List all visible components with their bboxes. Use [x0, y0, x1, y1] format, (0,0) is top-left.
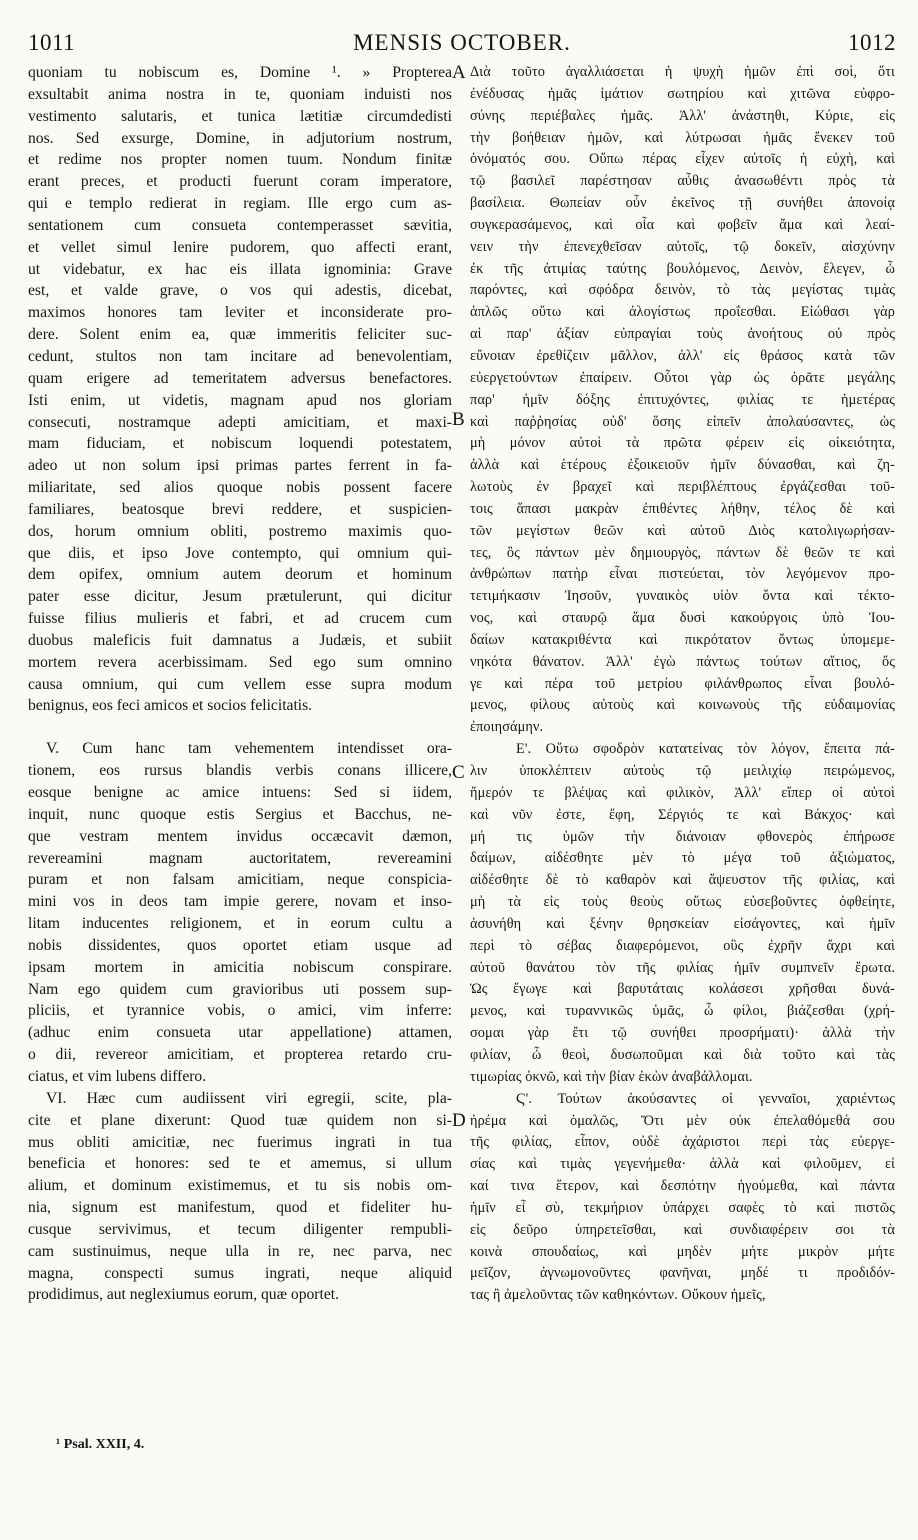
greek-line: εὐεργετούντων ἐπαίρειν. Οὗτοι γὰρ ὡς ὁρᾶτε μεγάλης: [470, 369, 895, 386]
greek-line: περὶ τὸ σέβας διαφερόμενοι, οὓς ἐχρῆν ἄχρι καὶ: [470, 937, 895, 954]
greek-line: αὐτοῦ θανάτου τὸν τῆς φιλίας ἡμῖν συμπνεῖν ἔρωτα.: [470, 959, 895, 976]
greek-line: μεῖζον, ἀγνωμονοῦντες φανῆναι, μηδέ τι προδιδόν-: [470, 1265, 895, 1282]
greek-line: σύνης περιέβαλες ἡμᾶς. Ἀλλ' ἀνάστηθι, Κύριε, εἰς: [470, 107, 895, 124]
greek-column: [470, 62, 895, 1307]
greek-line: τῷ βασιλεῖ παρέστησαν αὖθις ἀνασωθέντι πρὸς τὰ: [470, 173, 895, 190]
greek-line: Διὰ τοῦτο ἀγαλλιάσεται ἡ ψυχὴ ἡμῶν ἐπὶ σοὶ, ὅτι: [470, 64, 895, 80]
greek-line: μὴ μόνον αὐτοὶ τὰ πρῶτα φέρειν εἰς οἰκειότητα,: [470, 435, 895, 452]
latin-line: exsultabit anima nostra in te, quoniam induisti nos: [28, 85, 452, 103]
latin-line: nobis dissidentes, quos oportet etiam usque ad: [28, 936, 452, 954]
page-header: [28, 30, 896, 60]
latin-line: causa omnium, qui cum vellem esse supra modum: [28, 675, 452, 693]
latin-line: litam inducentes religionem, et in eorum cultu a: [28, 915, 452, 933]
greek-line: ἁπλῶς οὕτω καὶ ἀλογίστως προΐεσθαι. Εἰώθασι γὰρ: [470, 304, 895, 321]
latin-line: que vestram mentem invidus occæcavit dæmon,: [28, 827, 452, 845]
margin-marker-d: D: [452, 1110, 466, 1131]
greek-line: Ϛ'. Τούτων ἀκούσαντες οἱ γενναῖοι, χαριέντως: [516, 1090, 895, 1107]
greek-line: μενος, φίλους αὐτοὺς καὶ κοινωνοὺς τῆς εὐδαιμονίας: [470, 697, 895, 714]
latin-line: pliciis, et tyrannice vobis, o amici, vim inferre:: [28, 1002, 452, 1020]
latin-line: fuisse filius mulieris et fabri, et ad crucem cum: [28, 610, 452, 628]
latin-line: maximos honores tam leviter et inconsiderate pro-: [28, 304, 452, 322]
greek-line: γε καὶ πέρα τοῦ μετρίου φιλάνθρωπος εἶναι βουλό-: [470, 675, 895, 692]
latin-line: alium, et dominum existimemus, et tu sis nobis om-: [28, 1177, 452, 1195]
latin-line: quoniam tu nobiscum es, Domine ¹. » Propterea: [28, 64, 452, 81]
greek-line: σομαι γὰρ ἔτι τῷ συνήθει προσρήματι)· ἀλλὰ τὴν: [470, 1025, 895, 1042]
greek-line: παρόντες, καὶ σφόδρα δεινὸν, τὸ τὰς μεγίστας τιμὰς: [470, 282, 895, 299]
latin-line: que diis, et ipso Jove contempto, qui omnium qui-: [28, 544, 452, 562]
latin-line: quam erigere ad temeritatem adversus benefactores.: [28, 369, 452, 387]
latin-line: nia, signum est manifestum, quod et fideliter hu-: [28, 1199, 452, 1217]
greek-line: λωτοὺς ἐν βραχεῖ καὶ περιβλέπτους ἐργάζεσθαι τοῦ-: [470, 479, 895, 496]
greek-line: τας ἢ ἀμελοῦντας τῶν καθηκόντων. Οὔκουν ἡμεῖς,: [470, 1287, 766, 1304]
greek-line: νος, καὶ σταυρῷ ἅμα δυσὶ κακούργοις ὑπὸ Ἰου-: [470, 610, 895, 627]
greek-line: εὔνοιαν ἐρεθίζειν μᾶλλον, ἀλλ' εἰς θράσος κατὰ τῶν: [470, 347, 895, 364]
greek-line: τῆς φιλίας, εἶπον, οὐδὲ ἀχάριστοι περὶ τὰς εὐεργε-: [470, 1134, 895, 1151]
greek-line: καὶ παῤῥησίας οὐδ' ὅσης εἰπεῖν ἀπολαύσαντες, ὡς: [470, 413, 895, 430]
greek-line: μή τις ὑμῶν τὴν διάνοιαν φθονερὸς ἐπήρωσε: [470, 828, 895, 845]
greek-line: ἐνέδυσας ἡμᾶς ἱμάτιον σωτηρίου καὶ χιτῶνα εὐφρο-: [470, 85, 895, 102]
greek-line: λιν ὑποκλέπτειν αὐτοὺς τῷ μειλιχίῳ πειρώμενος,: [470, 763, 895, 779]
greek-line: ἀλλὰ καὶ ἑτέρους ἐξοικειοῦν ἡμῖν δύνασθαι, καὶ ζη-: [470, 457, 895, 474]
latin-line: sentationem cum consueta contemperasset sævitia,: [28, 216, 452, 234]
latin-line: beneficia et honores: sed te et amemus, si ullum: [28, 1155, 452, 1173]
greek-line: τες, ὃς πάντων μὲν δημιουργὸς, πάντων δὲ θεῶν τε καὶ: [470, 544, 895, 561]
greek-line: ἀσυνήθη καὶ ξένην θρησκείαν εἰσάγοντες, καὶ ἡμῖν: [470, 915, 895, 932]
latin-line: consecuti, nostramque adepti amicitiam, et maxi-: [28, 413, 452, 431]
greek-line: ἐποιησάμην.: [470, 719, 544, 736]
greek-line: ἠρέμα καὶ ὁμαλῶς, Ὅτι μὲν οὐκ ἐπελαθόμεθά σου: [470, 1112, 895, 1129]
latin-line: mortem revera acerbissimam. Sed ego sum omnino: [28, 653, 452, 671]
greek-line: Ε'. Οὕτω σφοδρὸν κατατείνας τὸν λόγον, ἔπειτα πά-: [516, 741, 895, 758]
margin-marker-b: B: [452, 409, 465, 430]
latin-line: dem opifex, omnium autem deorum et hominum: [28, 566, 452, 584]
greek-line: παρ' ἡμῖν δόξης ἐπιτυχόντες, φιλίας τε ἡμετέρας: [470, 391, 895, 408]
greek-line: κοινὰ σπουδαίως, καὶ μηδὲν μήτε μικρὸν μήτε: [470, 1243, 895, 1260]
latin-line: ut videbatur, ex hac eis illata ignominia: Grave: [28, 260, 452, 278]
margin-marker-c: C: [452, 762, 465, 783]
latin-line: benignus, eos feci amicos et socios felicitatis.: [28, 697, 313, 715]
greek-line: Ὡς ἔγωγε καὶ βαρυτάταις κολάσεσι χρῆσθαι δυνά-: [470, 981, 895, 998]
latin-line: Isti enim, ut videtis, magnam apud nos gloriam: [28, 391, 452, 409]
latin-line: mam fiduciam, et nobiscum loquendi potestatem,: [28, 435, 452, 453]
greek-line: συγκερασάμενος, καὶ οἷα καὶ φοβεῖν ἅμα καὶ λεαί-: [470, 216, 895, 233]
latin-line: cite et plane dixerunt: Quod tuæ quidem non si-: [28, 1111, 452, 1129]
greek-line: μενος, καὶ τυραννικῶς ὑμᾶς, ὦ φίλοι, βιάζεσθαι (χρή-: [470, 1003, 895, 1020]
latin-line: VI. Hæc cum audiissent viri egregii, scite, pla-: [46, 1089, 452, 1107]
greek-line: τῶν μεγίστων θεῶν καὶ αὐτοῦ Διὸς κατολιγωρήσαν-: [470, 522, 895, 539]
latin-column: [28, 62, 452, 1306]
latin-line: familiares, beatosque brevi reddere, et suspicien-: [28, 500, 452, 518]
footnote: ¹ Psal. XXII, 4.: [56, 1437, 145, 1452]
latin-line: magna, conspecti sumus ingrati, neque aliquid: [28, 1264, 452, 1282]
greek-line: καὶ νῦν ἐστε, ἔφη, Σέργιός τε καὶ Βάκχος· καὶ: [470, 806, 895, 823]
greek-line: αἰδέσθητε δὲ τὸ καθαρὸν καὶ ἄψευστον τῆς φιλίας, καὶ: [470, 872, 895, 889]
greek-line: εἰς δεῦρο ὑπηρετεῖσθαι, καὶ συνδιαφέρειν σοι τὰ: [470, 1221, 895, 1238]
latin-line: adeo ut non solum ipsi primas partes ferrent in fa-: [28, 457, 452, 475]
latin-line: et vellet simul lenire pudorem, quo affecti erant,: [28, 238, 452, 256]
latin-line: est, et valde grave, o vos qui adestis, dicebat,: [28, 282, 452, 300]
latin-line: dos, horum omnium obliti, postremo maximis quo-: [28, 522, 452, 540]
latin-line: eosque benigne ac amice intuens: Sed si iidem,: [28, 784, 452, 801]
latin-line: duobus maleficis fuit damnatus a Judæis, et subiit: [28, 631, 452, 649]
latin-line: (adhuc enim consueta utar appellatione) attamen,: [28, 1024, 452, 1042]
latin-line: puram et non falsam amicitiam, neque conspicia-: [28, 871, 452, 889]
latin-line: cedunt, stultos non tam incitare ad benevolentiam,: [28, 347, 452, 365]
latin-line: dere. Solent enim ea, quæ immeritis feliciter suc-: [28, 326, 452, 344]
latin-line: V. Cum hanc tam vehementem intendisset ora-: [46, 740, 452, 758]
greek-line: τὴν βοήθειαν ἡμῶν, καὶ λύτρωσαι ἡμᾶς ἕνεκεν τοῦ: [470, 129, 895, 146]
latin-line: vestimento salutaris, et tunica lætitiæ circumdedisti: [28, 107, 452, 125]
greek-line: νειν τὴν ἐπενεχθεῖσαν αὐτοῖς, τῷ δοκεῖν, αἰσχύνην: [470, 238, 895, 255]
latin-line: ciatus, et vim lubens differo.: [28, 1067, 207, 1085]
greek-line: σίας καὶ τιμὰς γεγενήμεθα· ἀλλὰ καὶ φιλοῦμεν, εἰ: [470, 1156, 895, 1173]
latin-line: tionem, eos rursus blandis verbis conans illicere,: [28, 762, 452, 780]
latin-line: inquit, nunc quoque estis Sergius et Bacchus, ne-: [28, 805, 452, 823]
running-title: MENSIS OCTOBER.: [353, 30, 571, 55]
latin-line: prodidimus, aut neglexiumus eorum, quæ oportet.: [28, 1286, 339, 1304]
latin-line: cusque servivimus, et tecum diligenter rempubli-: [28, 1220, 452, 1238]
greek-line: αἱ παρ' ἀξίαν εὐπραγίαι τοὺς ἀνοήτους οὐ πρὸς: [470, 326, 895, 343]
page-number-left: 1011: [28, 30, 76, 55]
latin-line: mus obliti amicitiæ, nec fuerimus ingrati in tua: [28, 1133, 452, 1151]
greek-line: νηκότα θάνατον. Ἀλλ' ἐγὼ πάντως τούτων αἴτιος, ὅς: [470, 653, 895, 670]
greek-line: βασίλεια. Θωπείαν οὖν ἐκεῖνος τῇ συνήθει ἀπονοίᾳ: [470, 195, 895, 212]
greek-line: ὀνόματός σου. Οὔπω πέρας εἶχεν αὐτοῖς ἡ εὐχὴ, καὶ: [470, 151, 895, 168]
page-number-right: 1012: [848, 30, 896, 55]
margin-marker-a: A: [452, 62, 466, 83]
greek-line: ἥμερόν τε βλέψας καὶ φιλικὸν, Ἀλλ' εἴπερ οἱ αὐτοὶ: [470, 784, 895, 801]
latin-line: mini vos in deos tam impie gerere, novam et inso-: [28, 893, 452, 911]
latin-line: o dii, revereor amicitiam, et propterea retardo cru-: [28, 1046, 452, 1064]
greek-line: δαίων κατακριθέντα καὶ πικρότατον ὄντως ὑπομεμε-: [470, 631, 895, 648]
latin-line: pater esse dicitur, Jesum prætulerunt, qui dicitur: [28, 588, 452, 606]
latin-line: Nam ego quidem cum gravioribus uti possem sup-: [28, 980, 452, 998]
greek-line: μὴ τὰ εἰς τοὺς θεοὺς οὕτως εὐσεβοῦντες ὀφθείητε,: [470, 894, 895, 911]
greek-line: τοις ἅπασι μακρὰν ἐπιθέντες λήθην, τέλος δὲ καὶ: [470, 500, 895, 517]
latin-line: ipsam mortem in amicitia nobiscum conspirare.: [28, 958, 452, 976]
latin-line: miliaritate, sed alios quoque nobis possent facere: [28, 479, 452, 497]
latin-line: cam sustinuimus, neque ulla in re, nec parva, nec: [28, 1242, 452, 1260]
greek-line: ἐκ τῆς ἀτιμίας ταύτης βουλόμενος, Δεινὸν, ἔλεγεν, ὦ: [470, 260, 895, 277]
greek-line: τετιμήκασιν Ἰησοῦν, γυναικὸς υἱὸν ὄντα καὶ τέκτο-: [470, 588, 895, 605]
greek-line: ἡμῖν εἶ σὺ, τεκμήριον ὑπάρχει σαφὲς τὸ καὶ πιστῶς: [470, 1199, 895, 1216]
latin-line: nos. Sed exsurge, Domine, in adjutorium nostrum,: [28, 129, 452, 147]
greek-line: τιμωρίας ὀκνῶ, καὶ τὴν βίαν ἑκὼν ἀναβάλλομαι.: [470, 1068, 753, 1085]
latin-line: erant preces, et producti fuerunt coram imperatore,: [28, 173, 452, 191]
latin-line: et redime nos propter nomen tuum. Nondum finitæ: [28, 151, 452, 169]
greek-line: φιλίαν, ὦ θεοὶ, δυσωποῦμαι καὶ διὰ τοῦτο καὶ τὰς: [470, 1046, 895, 1063]
greek-line: ἀνθρώπων πατὴρ εἶναι πιστεύεται, τὸν λεγόμενον προ-: [470, 566, 895, 583]
latin-line: revereamini magnam auctoritatem, revereamini: [28, 849, 452, 867]
greek-line: καί τινα ἕτερον, καὶ δεσπότην ἡγούμεθα, καὶ πάντα: [470, 1178, 895, 1195]
latin-line: qui e templo redierat in regiam. Ille ergo cum as-: [28, 195, 452, 213]
greek-line: δαίμων, αἰδέσθητε μὲν τὸ μέγα τοῦ ἀξιώματος,: [470, 850, 895, 867]
